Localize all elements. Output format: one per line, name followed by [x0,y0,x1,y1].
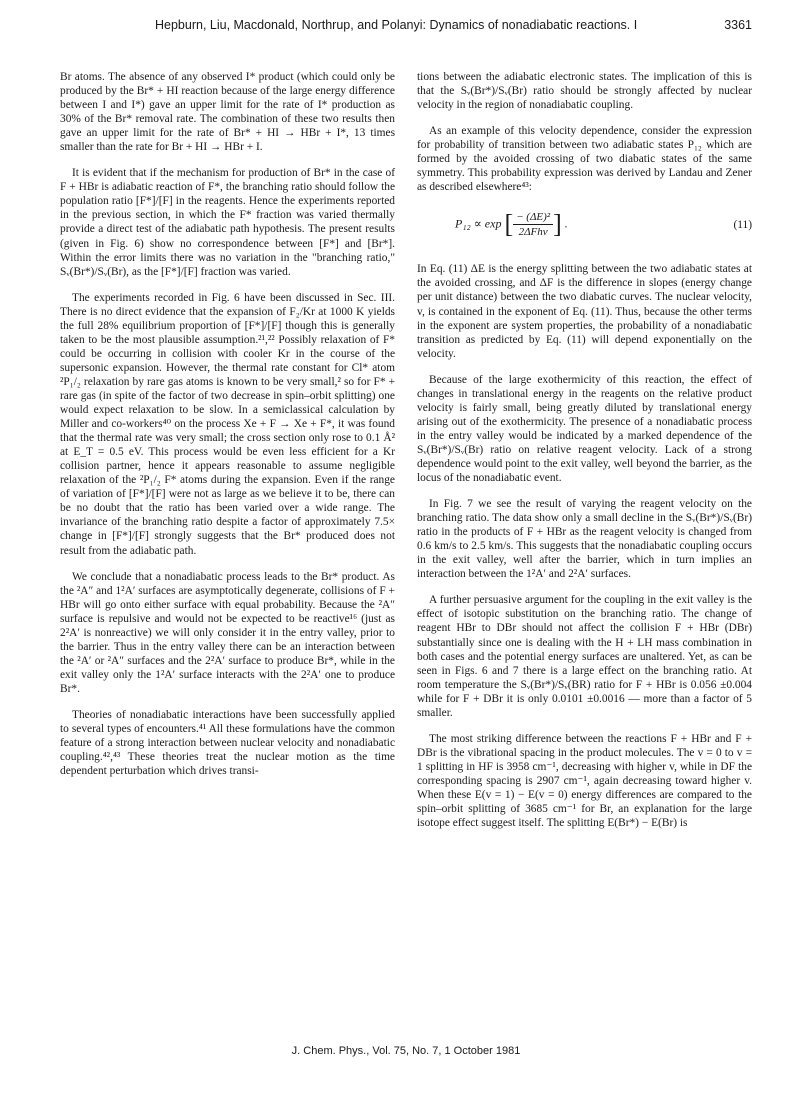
equation-denominator: 2ΔFhv [518,226,548,239]
paragraph: A further persuasive argument for the coupling in the exit valley is the effect of isotopic substitution on the branching ratio. The change of reagent HBr to DBr should not affect the collision F + HBr (DBr) substantially since one is dealing with the H + LH mass combination in both cases and the potential energy surfaces are unaltered. Yet, as can be seen in Figs. 6 and 7 there is a large effect on the branching ratio. At room temperature the Sᵥ(Br*)/Sᵥ(BR) ratio for F + HBr is 0.056 ±0.004 while for F + DBr it is only 0.0101 ±0.0016 — more than a factor of 5 smaller. [417,594,752,719]
equation-11 [417,206,752,250]
equation-number: (11) [733,219,752,232]
equation-expression: P₁₂ ∝ exp [ $\frac{\text{− (ΔE)²}}{\text{2ΔFhv}}$ ] . [455,209,568,239]
paragraph: tions between the adiabatic electronic states. The implication of this is that the Sᵥ(Br*)/Sᵥ(Br) ratio should be strongly affected by nuclear velocity in the region of nonadiabatic coupling. [417,71,752,112]
left-column [60,70,395,790]
paragraph: The most striking difference between the reactions F + HBr and F + DBr is the vibrational spacing in the product molecules. The v = 0 to v = 1 splitting in HF is 3958 cm⁻¹, decreasing with higher v, while in DF the corresponding spacing is 2907 cm⁻¹, again decreasing toward higher v. When these E(v = 1) − E(v = 0) energy differences are compared to the spin–orbit splitting of 3685 cm⁻¹ for Br, an explanation for the large isotope effect suggest itself. The splitting E(Br*) − E(Br) is [417,732,752,830]
paragraph: Br atoms. The absence of any observed I* product (which could only be produced by the Br* + HI reaction because of the large energy difference between I and I*) gave an upper limit for the rate of I* production as 30% of the Br* removal rate. The combination of these two results then gave an upper limit for the rate of Br* + HI → HBr + I*, 13 times smaller than the rate for Br + HI → HBr + I. [60,71,395,154]
paragraph: Theories of nonadiabatic interactions have been successfully applied to several types of encounters.⁴¹ All these formulations have the common feature of a strong interaction between nuclear velocity and nonadiabatic coupling.⁴²,⁴³ These theories treat the nuclear motion as the time dependent perturbation which drives transi- [60,708,395,778]
running-header [60,18,752,38]
paragraph: As an example of this velocity dependence, consider the expression for probability of transition between two adiabatic states P₁₂ which are formed by the avoided crossing of two diabatic states of the same symmetry. This probability expression was derived by Landau and Zener as described elsewhere⁴³: [417,125,752,194]
paragraph: It is evident that if the mechanism for production of Br* in the case of F + HBr is adiabatic reaction of F*, the branching ratio should follow the population ratio [F*]/[F] in the reagents. Hence the experiments reported in the previous section, in which the F* fraction was varied thermally provide a direct test of the adiabatic path hypothesis. The present results (given in Fig. 6) show no correspondence between [F*] and [Br*]. Within the error limits there was no variation in the "branching ratio," Sᵥ(Br*)/Sᵥ(Br), as the [F*]/[F] fraction was varied. [60,167,395,278]
paragraph: In Eq. (11) ΔE is the energy splitting between the two adiabatic states at the avoided crossing, and ΔF is the difference in slopes (energy change per unit distance) between the two diabatic curves. The nuclear velocity, v, is contained in the exponent of Eq. (11). Thus, because the other terms in the exponent are system properties, the probability of a nonadiabatic transition as predicted by Eq. (11) will depend exponentially on the velocity. [417,263,752,360]
right-column [417,70,752,842]
equation-lhs: P₁₂ ∝ exp [455,216,502,231]
paragraph: The experiments recorded in Fig. 6 have been discussed in Sec. III. There is no direct evidence that the expansion of F₂/Kr at 1000 K yields the full 28% equilibrium proportion of [F*]/[F] though this is generally taken to be the most plausible assumption.²¹,²² Possibly relaxation of F* could be occurring in collision with cooler Kr in the course of the supersonic expansion. However, the thermal rate constant for Cl* atom ²P₁/₂ relaxation by rare gas atoms is known to be very small,² so for F* + rare gas (in spite of the factor of two decrease in spin–orbit splitting) one would expect relaxation to be slow. In a semiclassical calculation by Miller and co-workers⁴⁰ on the process Xe + F → Xe + F*, it was found that the thermal rate was very small; the cross section only rose to 0.1 Å² at E_T = 0.5 eV. This process would be even less efficient for a Kr collision partner, hence it appears reasonable to assume negligible relaxation of the ²P₁/₂ F* atoms during the expansion. Even if the range of variation of [F*]/[F] were not as large as we believe it to be, there can be no doubt that the ratio has been varied over a wide range. The invariance of the branching ratio despite a factor of approximately 7.5× change in [F*]/[F] strongly suggests that the Br* produced does not result from the adiabatic path. [60,291,395,557]
equation-fraction [513,210,553,239]
equation-numerator: − (ΔE)² [513,210,553,225]
running-title: Hepburn, Liu, Macdonald, Northrup, and Polanyi: Dynamics of nonadiabatic reactions. I [155,18,638,32]
page-number: 3361 [724,18,752,32]
paragraph: We conclude that a nonadiabatic process leads to the Br* product. As the ²A″ and 1²A′ surfaces are asymptotically degenerate, collisions of F + HBr will go onto either surface with equal probability. Because the ²A″ surface is repulsive and would not be expected to be reactive¹⁶ (just as 2²A′ is nonreactive) we will only consider it in the entry valley, prior to the barrier. Thus in the entry valley there can be an interaction between the ²A′ or ²A″ surfaces and the 2²A′ surface to produce Br*, while in the exit valley only the 1²A′ surface interacts with the 2²A′ one to produce Br*. [60,570,395,695]
journal-footer: J. Chem. Phys., Vol. 75, No. 7, 1 October 1981 [291,1045,521,1057]
paragraph: Because of the large exothermicity of this reaction, the effect of changes in translational energy in the reagents on the relative product velocity is fairly small, being greatly diluted by translational energy arising out of the exothermicity. The presence of a nonadiabatic process in the entry valley would be indicated by a marked dependence of the Sᵥ(Br*)/Sᵥ(Br) ratio on relative reagent velocity. Lack of a strong dependence would point to the exit valley, well beyond the barrier, as the locus of the nonadiabatic event. [417,373,752,485]
paragraph: In Fig. 7 we see the result of varying the reagent velocity on the branching ratio. The data show only a small decline in the Sᵥ(Br*)/Sᵥ(Br) ratio in the products of F + HBr as the reagent velocity is changed from 0.6 km/s to 2.5 km/s. This suggests that the nonadiabatic coupling occurs in the exit valley, well after the barrier, which in turn implies an interaction between the 1²A′ and 2²A′ surfaces. [417,498,752,581]
